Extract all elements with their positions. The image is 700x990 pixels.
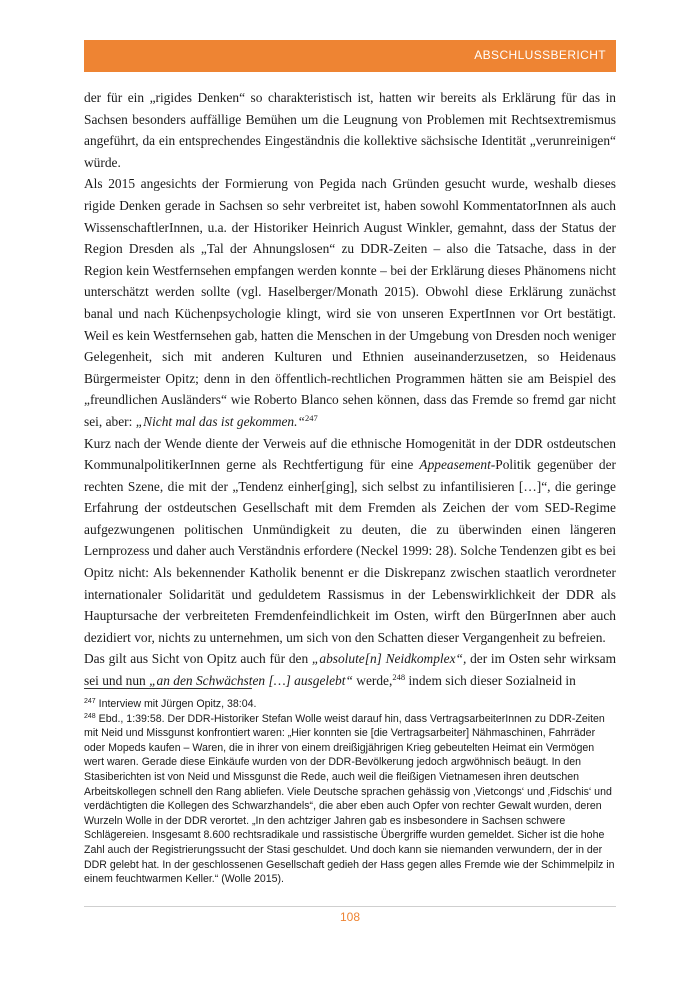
header-bar <box>84 40 616 72</box>
footer-rule <box>84 906 616 907</box>
footnote-247 <box>84 697 616 712</box>
footnote-248 <box>84 712 616 887</box>
paragraph-1: der für ein „rigides Denken“ so charakteristisch ist, hatten wir bereits als Erklärung für das in Sachsen besonders auffällige Bemühen um die Leugnung von Problemen mit Rechtsextremismus angeführt, da ein entsprechendes Eingeständnis die kollektive sächsische Identität „verunreinigen“ würde. <box>84 90 616 170</box>
paragraph-4-text-c: werde, <box>352 673 393 689</box>
paragraph-4-text-b: der im Osten sehr wirksam sei und nun <box>84 651 617 689</box>
paragraph-4 <box>84 648 616 691</box>
paragraph-4-text-a: Das gilt aus Sicht von Opitz auch für den <box>84 651 312 667</box>
paragraph-2-text: Als 2015 angesichts der Formierung von Pegida nach Gründen gesucht wurde, weshalb dieses rigide Denken gerade in Sachsen so sehr verbreitet ist, haben sowohl KommentatorInnen als auch WissenschaftlerInnen, u.a. der Historiker Heinrich August Winkler, gemahnt, dass der Status der Region Dresden als „Tal der Ahnungslosen“ zu DDR-Zeiten – also die Tatsache, dass in der Region kein Westfernsehen empfangen werden konnte – bei der Erklärung dieses Phänomens nicht unterschätzt werden sollte (vgl. Haselberger/Monath 2015). Obwohl diese Erklärung zunächst banal und nach Küchenpsychologie klingt, wird sie von unseren ExpertInnen vor Ort bestätigt. Weil es kein Westfernsehen gab, hatten die Menschen in der Umgebung von Dresden noch weniger Gelegenheit, sich mit anderen Kulturen und Ethnien auseinanderzusetzen, so Heidenaus Bürgermeister Opitz; denn in den öffentlich-rechtlichen Programmen hätten sie am Beispiel des „freundlichen Ausländers“ wie Roberto Blanco sehen können, dass das Fremde so fremd gar nicht sei, aber: <box>84 176 616 429</box>
paragraph-4-text-d: indem sich dieser Sozialneid in <box>405 673 576 689</box>
schwaechsten-quote: „an den Schwächsten […] ausgelebt“ <box>149 673 353 689</box>
footnote-ref-248[interactable]: 248 <box>392 672 406 683</box>
footnote-ref-247[interactable]: 247 <box>304 412 318 423</box>
neidkomplex-quote: „absolute[n] Neidkomplex“, <box>311 651 467 667</box>
paragraph-3 <box>84 433 616 649</box>
footnote-separator <box>84 688 252 689</box>
header-title: ABSCHLUSSBERICHT <box>474 48 606 62</box>
footnote-247-text: Interview mit Jürgen Opitz, 38:04. <box>95 698 257 710</box>
page-number: 108 <box>339 910 361 924</box>
paragraph-3-text-a: Kurz nach der Wende diente der Verweis auf die ethnische Homogenität in der DDR ostdeutschen KommunalpolitikerInnen gerne als Rechtfertigung für eine <box>84 435 616 473</box>
footnote-247-number: 247 <box>84 698 96 705</box>
paragraph-3-text-b: -Politik gegenüber der rechten Szene, die mit der „Tendenz einher[ging], sich selbst zu infantilisieren […]“, die geringe Erfahrung der ostdeutschen Gesellschaft mit dem Fremden als Zeichen der vom SED-Regime aufgezwungenen politischen Unmündigkeit zu deuten, die zu überwinden einen längeren Lernprozess und daher auch Verständnis erfordere (Neckel 1999: 28). Solche Tendenzen gibt es bei Opitz nicht: Als bekennender Katholik benennt er die Diskrepanz zwischen staatlich verordneter internationaler Solidarität und geduldetem Rassismus in der Lebenswirklichkeit der DDR als Hauptursache der verbreiteten Fremdenfeindlichkeit im Osten, wirft den BürgerInnen aber auch dezidiert vor, nichts zu unternehmen, um sich von den Schatten dieser Vergangenheit zu befreien. <box>84 457 616 645</box>
footnotes <box>84 697 616 887</box>
footnote-248-number: 248 <box>84 712 96 720</box>
footnote-248-text: Ebd., 1:39:58. Der DDR-Historiker Stefan Wolle weist darauf hin, dass VertragsarbeiterInnen zu DDR-Zeiten mit Neid und Missgunst konfrontiert waren: „Hier konnten sie [die Vertragsarbeiter] Nähmaschinen, Fahrräder oder Mopeds kaufen – Waren, die in ihrer von einem dreißigjährigen Krieg gebeutelten Heimat ein Vermögen wert waren. Gerade diese Einkäufe wurden von der DDR-Bevölkerung jedoch argwöhnisch beäugt. In den Stasiberichten ist von Neid und Missgunst die Rede, auch weil die fleißigen Vietnamesen ihren deutschen Arbeitskollegen schnell den Rang abliefen. Viele Deutsche sprachen gehässig von ‚Vietcongs‘ und ‚Fidschis‘ und verdächtigten die Kollegen des Schwarzhandels“, die aber eben auch Opfer von rechter Gewalt wurden, deren Wurzeln Wolle in der DDR verortet. „In den achtziger Jahren gab es insbesondere in Sachsen schwere Schlägereien. Insgesamt 8.600 rechtsradikale und rassistische Übergriffe wurden gemeldet. Sicher ist die hohe Zahl auch der Registrierungssucht der Stasi geschuldet. Und doch kann sie niemanden verwundern, der in der DDR gelebt hat. In der geschlossenen Gesellschaft gedieh der Hass gegen alles Fremde wie der Schimmelpilz in einem feuchtwarmen Keller.“ (Wolle 2015). <box>84 712 615 886</box>
body-text <box>84 87 616 692</box>
opitz-quote: „Nicht mal das ist gekommen.“ <box>135 413 305 429</box>
paragraph-2 <box>84 173 616 432</box>
appeasement-term: Appeasement <box>419 457 491 473</box>
